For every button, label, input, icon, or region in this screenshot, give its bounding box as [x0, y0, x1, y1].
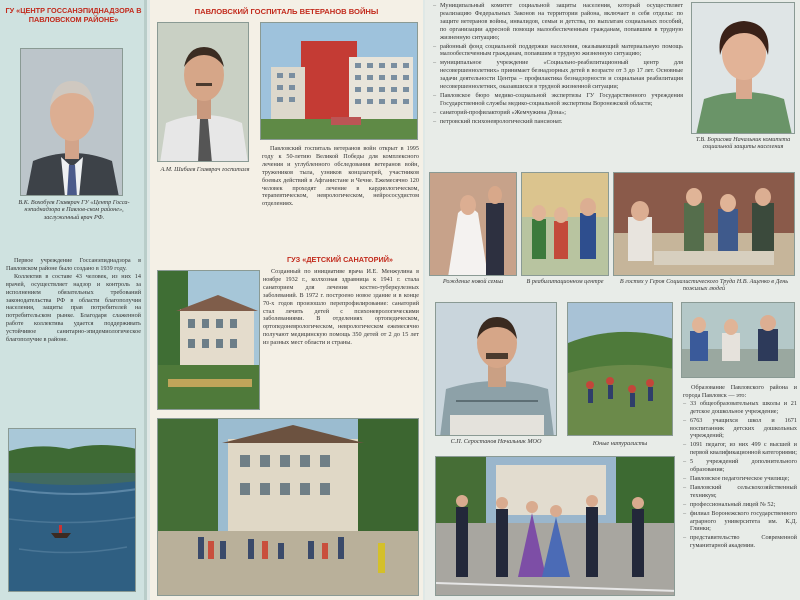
right-page [425, 0, 800, 600]
wedding-photo [429, 172, 517, 276]
river-photo [8, 428, 136, 592]
sanepid-heading: ГУ «ЦЕНТР ГОССАНЭПИДНАДЗОРА В ПАВЛОВСКОМ РАЙОНЕ» [5, 6, 142, 24]
sanatorium-text [263, 268, 419, 347]
left-page [0, 0, 147, 600]
list-item: – 33 общеобразовательных школы и 21 детское дошкольное учреждение; [683, 400, 797, 416]
list-item: – Павловский сельскохозяйственный техникум; [683, 484, 797, 500]
classroom-photo [681, 302, 795, 378]
list-item: – санаторий-профилакторий «Жемчужина Дона»; [433, 109, 683, 117]
photo-caption: В реабилитационном центре [526, 278, 604, 285]
sanatorium-paragraph: Созданный по инициативе врача И.Е. Менжулина в ноябре 1932 г., колхозная здравница к 1941 г. стала санаторием для лечения костно-туберкулезных заболеваний. В 1972 г. построено новое здание и в конце 70-х годов произошло перепрофилирование: санаторий стал лечить детей с психоневрологическими заболеваниями. В отделениях ортопедическом, ортопедоневрологическом, неврологическом ежемесячно получают медицинскую помощь 350 детей от 2 до 15 лет из разных мест области и страны. [263, 268, 419, 347]
social-protection-head-portrait [691, 2, 795, 134]
sanepid-paragraph: Первое учреждение Госсанэпиднадзора в Павловском районе было создано в 1939 году. [6, 257, 141, 272]
young-naturalists-caption: Юные натуралисты [592, 440, 648, 447]
hospital-paragraph: Павловский госпиталь ветеранов войн открыт в 1995 году к 50-летию Великой Победы для комплексного лечения и углубленного обследования ветеранов войн, тружеников тыла, узников концлагерей, участников боевых действий в Афганистане и Чечне. Ежемесячно 120 человек проходят лечение в кардиологическом, терапевтическом, неврологическом, нейрососудистом отделениях. [262, 145, 419, 208]
social-protection-head-caption: Т.В. Борисова Начальник комитета социальной защиты населения [695, 136, 791, 151]
hospital-director-photo [157, 22, 249, 162]
list-item: – Павловское педагогическое училище; [683, 475, 797, 483]
list-item: – петровский психоневрологический пансионат. [433, 118, 683, 126]
young-naturalists-photo [567, 302, 673, 436]
sanatorium-yard-photo [157, 418, 419, 596]
sanatorium-building-photo [157, 270, 260, 410]
hospital-text [262, 145, 419, 208]
list-item: – 5 учреждений дополнительного образования; [683, 458, 797, 474]
director-caption: В.К. Вохобуев Главврач ГУ «Центр Госса-нэпиднадзора в Павлов-ском районе», заслуженный врач РФ. [18, 199, 130, 221]
rehabilitation-center-photo [521, 172, 609, 276]
director-portrait [20, 48, 123, 196]
list-item: – районный фонд социальной поддержки населения, оказывающий материальную помощь малообеспеченным гражданам, попавшим в трудную жизненную ситуацию; [433, 43, 683, 59]
photo-caption: Рождение новой семьи [442, 278, 504, 285]
education-text [683, 384, 797, 551]
middle-page [150, 0, 423, 600]
social-services-list [433, 2, 683, 127]
list-item: – представительство Современной гуманитарной академии. [683, 534, 797, 550]
list-item: – муниципальное учреждение «Социально-реабилитационный центр для несовершеннолетних» принимает безнадзорных детей в возрасте от 3 до 17 лет. Основные задачи деятельности Центра – профилактика безнадзорности и социальная реабилитация несовершеннолетних, оказавшихся в трудной жизненной ситуации; [433, 59, 683, 91]
education-intro: Образование Павловского района и города Павловск — это: [683, 384, 797, 399]
list-item: – 6763 учащихся школ и 1671 воспитанник детских дошкольных учреждений; [683, 417, 797, 441]
moo-head-photo [435, 302, 557, 436]
list-item: – профессиональный лицей № 52; [683, 501, 797, 509]
hospital-building-photo [260, 22, 418, 140]
hospital-director-caption: А.М. Шибаев Главврач госпиталя [160, 166, 250, 173]
list-item: – филиал Воронежского государственного аграрного университета им. К.Д. Глинки; [683, 510, 797, 534]
moo-head-caption: С.П. Серостанов Начальник МОО [450, 438, 542, 445]
sanatorium-title: ГУЗ «ДЕТСКИЙ САНАТОРИЙ» [287, 255, 393, 264]
sanepid-paragraph: Коллектив в составе 43 человек, из них 14 врачей, осуществляет надзор и контроль за исполнением обязательных требований законодательства РФ в области благополучия населения, защиты прав потребителей на потребительском рынке. Благодаря слаженной работе коллектива удается поддерживать устойчивое санитарно-эпидемиологическое благополучие в районе. [6, 272, 141, 344]
graduation-photo [435, 456, 675, 596]
hospital-title: ПАВЛОВСКИЙ ГОСПИТАЛЬ ВЕТЕРАНОВ ВОЙНЫ [194, 7, 379, 16]
list-item: – Муниципальный комитет социальной защиты населения, который осуществляет реализацию Федеральных Законов на территории района, включает в себя отделы: по защите ветеранов войны, инвалидов, семьи и детства, по выплатам социальных пособий, по организации адресной помощи малообеспеченным гражданам, попавшим в трудную жизненную ситуацию; [433, 2, 683, 42]
veterans-visit-photo [613, 172, 795, 276]
list-item: – Павловское бюро медико-социальной экспертизы ГУ Государственного учреждения Государственной службы медико-социальной экспертизы Воронежской области; [433, 92, 683, 108]
list-item: – 1091 педагог, из них 499 с высшей и первой квалификационной категориями; [683, 441, 797, 457]
sanepid-text [6, 257, 141, 344]
photo-caption: В гостях у Героя Социалистического Труда Н.В. Ащенко в День пожилых людей [619, 278, 789, 293]
